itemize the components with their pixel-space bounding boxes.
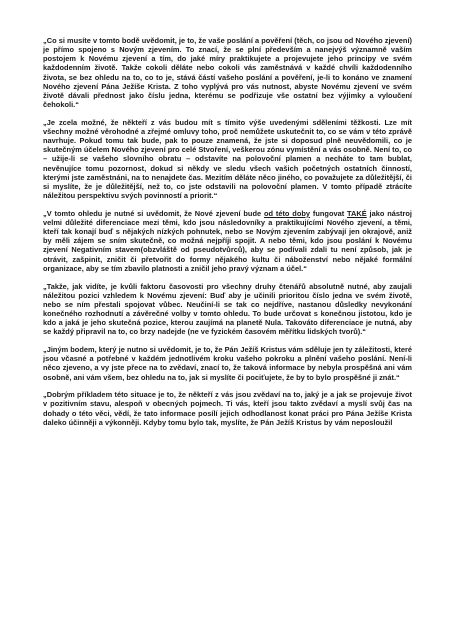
paragraph-text: „Co si musíte v tomto bodě uvědomit, je to, že vaše poslání a pověření (těch, co jsou od Nového zjevení) je přímo spojeno s Novým zjevením. To znací, že se plní především a nanejvýš významně vaším postojem k Novému zjevení a tím, do jaké míry praktikujete a projevujete jeho principy ve svém každodenním životě. Takže cokoli děláte nebo cokoli vás zaměstnává v každé chvíli každodenního života, se bez ohledu na to, co to je, stává částí vašeho poslání a pověření, je-li to konáno ve znamení Nového zjevení Pána Ježíše Krista. Z toho vyplývá pro vás nutnost, abyste Novému zjevení ve svém životě dávali přednost jako číslu jedna, kterému se podřizuje vše ostatní bez výjimky a vyloučení čehokoli.“: [43, 36, 412, 110]
paragraph-text: jako nástroj velmi důležité diferenciace mezi těmi, kdo jsou následovníky a praktikujícími Nového zjevení, a těmi, kteří tak konají buď s nějakých nízkých pohnutek, nebo se Novým zjevením zabývají jen okrajově, aniž by měli zájem se sním skutečně, co možná nejpříji spojit. A nebo těmi, kdo jsou poslání k Novému zjevení Negativním stavem(obzvláště od pseudotvůrců), aby se podívali zdali tu není způsob, jak je otrávit, zašpinit, zničit či přetvořit do formy nějakého kultu či náboženství nebo nějaké formální organizace, aby se tím zbavilo platnosti a zničil jeho pravý význam a účel.“: [43, 208, 413, 273]
paragraph-text: „Jiným bodem, který je nutno si uvědomit, je to, že Pán Ježíš Kristus vám sděluje jen ty záležitosti, které jsou včasné a potřebné v každém jednotlivém kroku vašeho pokroku a plnění vašeho poslání. Není-li něco zjeveno, a vy jste přece na to zvědaví, znací to, že taková informace by nebyla prospěšná ani vám osobně, ani vám všem, bez ohledu na to, jak si myslíte či pociťujete, že by to bylo prospěšné ji znát.“: [43, 345, 412, 382]
paragraph-1: [43, 36, 412, 109]
paragraph-3: [43, 209, 412, 273]
paragraph-text: fungovat: [310, 208, 348, 218]
paragraph-2: [43, 118, 412, 200]
paragraph-5: [43, 345, 412, 382]
paragraph-text: „Je zcela možné, že někteří z vás budou mít s tímito výše uvedenými sděleními těžkosti. Lze mít všechny možné věrohodné a zřejmé omluvy toho, proč nemůžete uskutečnit to, co se vám v této zprávě navrhuje. Pokud tomu tak bude, pak to pouze znamená, že jste si doposud plně neuvědomili, co je skutečným účelem Nového zjevení pro celé Stvoření, veškerou zónu vymístění a vás osobně. Není to, co – užije-li se vašeho slovního obratu – odstavíte na polovoční plamen a necháte to tam bublat, nevěnujíce tomu pozornost, dokud si někdy ve sledu všech vašich početných ostatních činností, kterými jste zaměstnáni, na to nenajdete čas. Mezitím děláte něco jiného, co považujete za důležitější, či si myslíte, že je důležitější, než to, co jste odstavili na polovoční plamen. V tomto případě ztrácíte náležitou perspektivu svých povinností a priorit.“: [43, 117, 412, 201]
paragraph-text: „V tomto ohledu je nutné si uvědomit, že Nové zjevení bude: [43, 208, 264, 218]
paragraph-text: „Dobrým příkladem této situace je to, že někteří z vás jsou zvědaví na to, jaký je a jak se projevuje život v pozitivním stavu, alespoň v obecných pojmech. Ti vás, kteří jsou takto zvědaví a myslí svůj čas na dohady o této věci, vědí, že tato informace posílí jejich odhodlanost konat práci pro Pána Ježíše Krista daleko účinněji a výkonněji. Kdyby tomu bylo tak, myslíte, že Pán Ježíš Kristus by vám neposloužil: [43, 390, 412, 427]
underlined-phrase: od této doby: [263, 208, 311, 218]
paragraph-text: „Takže, jak vidíte, je kvůli faktoru časovosti pro všechny druhy čtenářů absolutně nutné, aby zaujali náležitou pozici vzhledem k Novému zjevení: Buď aby je učinili prioritou číslo jedna ve svém životě, nebo se ním přestali spojovat vůbec. Neučiní-li se tak co nejdříve, nastanou důsledky nevykonání konečného rozhodnutí a závěrečné volby v tomto ohledu. To bude určovat s konečnou jistotou, kdo je kdo a jaká je jeho skutečná pozice, kterou zaujímá na planetě Nula. Takováto diferenciace je nutná, aby se každý připravil na to, co brzy nadejde (ne ve fyzickém časovém měřítku lidských tvorů).“: [43, 281, 412, 337]
paragraph-6: [43, 390, 412, 427]
paragraph-4: [43, 282, 412, 337]
underlined-phrase: TAKÉ: [347, 208, 367, 218]
